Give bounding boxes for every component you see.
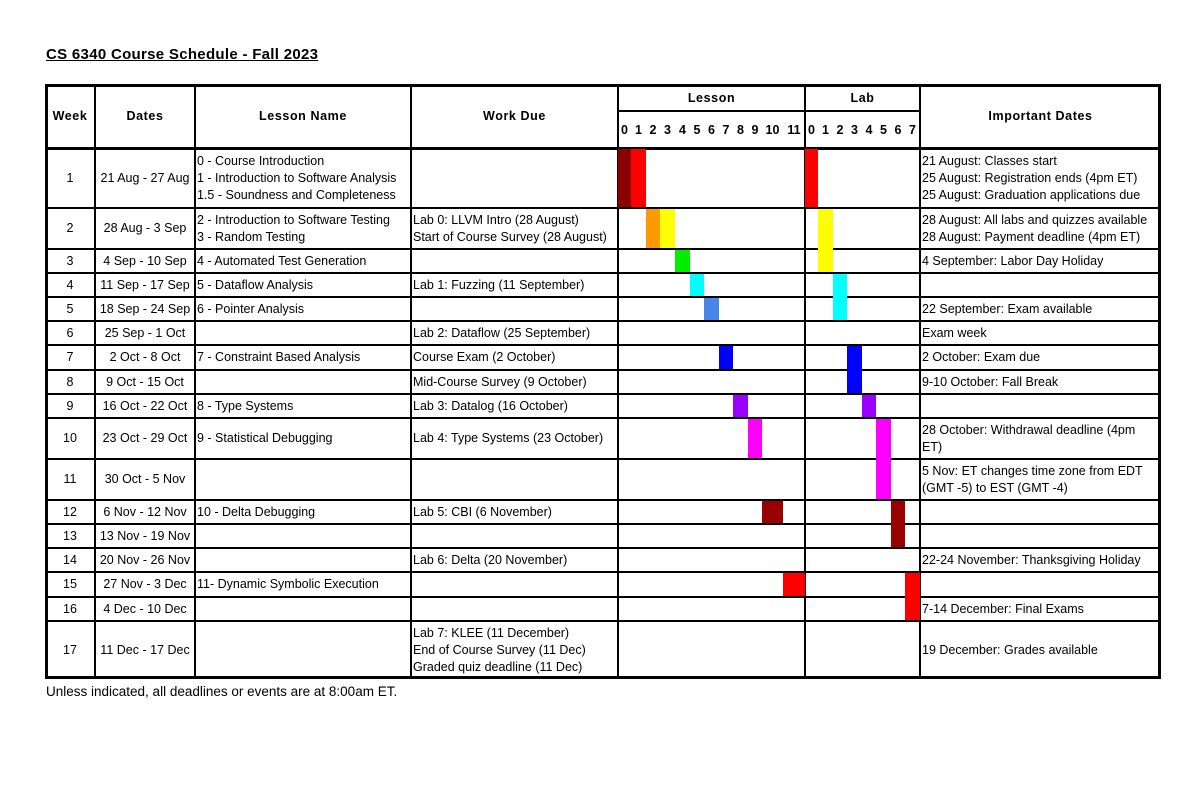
work-due-cell-line: Lab 1: Fuzzing (11 September) bbox=[413, 277, 585, 292]
work-due-cell bbox=[413, 273, 616, 297]
lesson-tick-label: 8 bbox=[737, 122, 744, 137]
week-number: 14 bbox=[63, 552, 77, 567]
lesson-bar-2 bbox=[646, 209, 660, 248]
week-dates: 16 Oct - 22 Oct bbox=[102, 398, 188, 413]
lab-bar-5 bbox=[876, 419, 891, 499]
lesson-tick-label: 2 bbox=[649, 122, 657, 137]
important-dates-cell bbox=[922, 321, 1159, 345]
week-dates: 30 Oct - 5 Nov bbox=[104, 472, 186, 486]
page-title: CS 6340 Course Schedule - Fall 2023 bbox=[46, 46, 319, 63]
lab-bar-0 bbox=[805, 149, 818, 207]
week-number: 10 bbox=[63, 431, 77, 445]
week-dates: 11 Sep - 17 Sep bbox=[100, 277, 190, 292]
lesson-name-cell-line: 4 - Automated Test Generation bbox=[197, 253, 367, 268]
lab-tick-label: 0 bbox=[808, 122, 815, 137]
header-dates: Dates bbox=[126, 109, 164, 123]
lesson-name-cell bbox=[197, 208, 409, 249]
lesson-name-cell bbox=[197, 148, 409, 208]
lesson-bar-6 bbox=[704, 298, 719, 320]
important-dates-cell bbox=[922, 572, 1159, 597]
lab-bar-1 bbox=[818, 209, 833, 272]
work-due-cell bbox=[413, 621, 616, 679]
week-number: 2 bbox=[66, 221, 74, 235]
lab-tick-label: 4 bbox=[865, 122, 873, 137]
lesson-name-cell bbox=[197, 273, 409, 297]
work-due-cell-line: Lab 5: CBI (6 November) bbox=[413, 504, 552, 519]
lesson-bar-5 bbox=[690, 274, 704, 296]
lesson-name-cell-line: 2 - Introduction to Software Testing bbox=[197, 212, 390, 227]
lesson-name-cell bbox=[197, 297, 409, 321]
lab-bar-3 bbox=[847, 346, 862, 393]
important-dates-cell bbox=[922, 418, 1159, 459]
lab-tick-label: 7 bbox=[909, 122, 916, 137]
work-due-cell-line: Lab 4: Type Systems (23 October) bbox=[413, 431, 604, 445]
work-due-cell bbox=[413, 370, 616, 394]
lesson-name-cell-line: 10 - Delta Debugging bbox=[197, 504, 316, 519]
important-dates-cell-line: (GMT -5) to EST (GMT -4) bbox=[922, 480, 1068, 495]
lesson-tick-label: 3 bbox=[664, 122, 671, 137]
work-due-cell bbox=[413, 572, 616, 597]
lab-bar-6 bbox=[891, 501, 905, 547]
lesson-bar-3 bbox=[660, 209, 675, 248]
week-number: 4 bbox=[66, 277, 74, 292]
lesson-name-cell-line: 6 - Pointer Analysis bbox=[197, 301, 304, 316]
lab-tick-label: 3 bbox=[851, 122, 858, 137]
work-due-cell-line: Graded quiz deadline (11 Dec) bbox=[413, 659, 583, 674]
week-number: 6 bbox=[66, 325, 74, 340]
work-due-cell-line: End of Course Survey (11 Dec) bbox=[413, 642, 586, 657]
work-due-cell-line: Lab 7: KLEE (11 December) bbox=[413, 625, 570, 640]
work-due-cell bbox=[413, 249, 616, 273]
important-dates-cell bbox=[922, 524, 1159, 548]
week-number: 8 bbox=[66, 374, 74, 389]
lab-bar-2 bbox=[833, 274, 847, 320]
lesson-name-cell bbox=[197, 572, 409, 597]
lesson-bar-11 bbox=[783, 573, 805, 596]
lesson-tick-label: 0 bbox=[621, 122, 628, 137]
week-number: 15 bbox=[63, 577, 77, 591]
important-dates-cell bbox=[922, 597, 1159, 621]
important-dates-cell bbox=[922, 208, 1159, 249]
week-number: 7 bbox=[66, 350, 74, 364]
important-dates-cell bbox=[922, 345, 1159, 370]
lesson-name-cell bbox=[197, 345, 409, 370]
lesson-bar-1 bbox=[631, 149, 646, 207]
week-number: 5 bbox=[66, 301, 74, 316]
work-due-cell-line: Lab 0: LLVM Intro (28 August) bbox=[413, 212, 579, 227]
week-dates: 23 Oct - 29 Oct bbox=[102, 431, 188, 445]
header-lesson-name: Lesson Name bbox=[259, 109, 347, 123]
important-dates-cell-line: 22 September: Exam available bbox=[922, 301, 1093, 316]
header-important-dates: Important Dates bbox=[988, 109, 1093, 123]
lab-bar-7 bbox=[905, 573, 920, 620]
lesson-tick-label: 11 bbox=[787, 122, 801, 137]
week-dates: 2 Oct - 8 Oct bbox=[109, 350, 181, 364]
important-dates-cell-line: 21 August: Classes start bbox=[922, 153, 1057, 168]
work-due-cell bbox=[413, 148, 616, 208]
week-dates: 9 Oct - 15 Oct bbox=[106, 374, 184, 389]
important-dates-cell-line: 22-24 November: Thanksgiving Holiday bbox=[922, 552, 1141, 567]
lesson-name-cell bbox=[197, 418, 409, 459]
header-week: Week bbox=[52, 109, 88, 123]
lesson-tick-label: 9 bbox=[751, 122, 759, 137]
week-number: 1 bbox=[66, 170, 74, 185]
lesson-name-cell bbox=[197, 394, 409, 418]
important-dates-cell-line: 19 December: Grades available bbox=[922, 642, 1098, 657]
week-number: 3 bbox=[66, 253, 74, 268]
work-due-cell-line: Lab 2: Dataflow (25 September) bbox=[413, 325, 591, 340]
important-dates-cell-line: 9-10 October: Fall Break bbox=[922, 374, 1059, 389]
important-dates-cell bbox=[922, 621, 1159, 679]
lesson-name-cell-line: 11- Dynamic Symbolic Execution bbox=[197, 577, 379, 591]
work-due-cell bbox=[413, 321, 616, 345]
lesson-name-cell bbox=[197, 500, 409, 524]
lesson-bar-7 bbox=[719, 346, 733, 369]
lesson-name-cell-line: 3 - Random Testing bbox=[197, 229, 306, 244]
work-due-cell bbox=[413, 548, 616, 572]
important-dates-cell bbox=[922, 148, 1159, 208]
lesson-name-cell-line: 9 - Statistical Debugging bbox=[197, 431, 333, 445]
lesson-name-cell-line: 0 - Course Introduction bbox=[197, 153, 325, 168]
schedule-table bbox=[45, 84, 1161, 679]
important-dates-cell-line: 4 September: Labor Day Holiday bbox=[922, 253, 1104, 268]
grid-line-v bbox=[410, 84, 412, 679]
important-dates-cell bbox=[922, 370, 1159, 394]
important-dates-cell bbox=[922, 249, 1159, 273]
lab-tick-label: 1 bbox=[822, 122, 829, 137]
week-number: 13 bbox=[63, 528, 77, 543]
important-dates-cell-line: 5 Nov: ET changes time zone from EDT bbox=[922, 463, 1143, 478]
lab-tick-label: 5 bbox=[880, 122, 887, 137]
important-dates-cell bbox=[922, 273, 1159, 297]
lesson-bar-8 bbox=[733, 395, 748, 417]
week-dates: 28 Aug - 3 Sep bbox=[103, 221, 187, 235]
lesson-tick-label: 6 bbox=[708, 122, 715, 137]
lesson-name-cell bbox=[197, 621, 409, 679]
lesson-tick-label: 5 bbox=[693, 122, 701, 137]
work-due-cell-line: Course Exam (2 October) bbox=[413, 350, 556, 364]
important-dates-cell bbox=[922, 297, 1159, 321]
lesson-name-cell bbox=[197, 249, 409, 273]
important-dates-cell bbox=[922, 394, 1159, 418]
week-number: 11 bbox=[63, 472, 77, 486]
lesson-name-cell bbox=[197, 524, 409, 548]
important-dates-cell-line: Exam week bbox=[922, 325, 987, 340]
lesson-tick-label: 4 bbox=[679, 122, 686, 137]
lesson-tick-label: 10 bbox=[765, 122, 780, 137]
lesson-bar-0 bbox=[618, 149, 631, 207]
header-work-due: Work Due bbox=[483, 109, 546, 123]
footnote: Unless indicated, all deadlines or events are at 8:00am ET. bbox=[46, 684, 398, 699]
lesson-name-cell-line: 1.5 - Soundness and Completeness bbox=[197, 187, 396, 202]
lesson-tick-label: 7 bbox=[722, 122, 730, 137]
lesson-tick-label: 1 bbox=[635, 122, 642, 137]
work-due-cell-line: Mid-Course Survey (9 October) bbox=[413, 374, 587, 389]
lesson-name-cell-line: 5 - Dataflow Analysis bbox=[197, 277, 314, 292]
week-number: 16 bbox=[63, 601, 77, 616]
week-dates: 6 Nov - 12 Nov bbox=[103, 504, 187, 519]
work-due-cell bbox=[413, 524, 616, 548]
important-dates-cell-line: 28 August: All labs and quizzes available bbox=[922, 212, 1148, 227]
lab-bar-4 bbox=[862, 395, 876, 417]
week-dates: 13 Nov - 19 Nov bbox=[99, 528, 191, 543]
lab-tick-label: 2 bbox=[836, 122, 844, 137]
header-lab: Lab bbox=[850, 90, 875, 105]
work-due-cell bbox=[413, 394, 616, 418]
week-dates: 21 Aug - 27 Aug bbox=[100, 170, 190, 185]
work-due-cell bbox=[413, 418, 616, 459]
week-dates: 11 Dec - 17 Dec bbox=[100, 642, 190, 657]
lesson-name-cell bbox=[197, 370, 409, 394]
important-dates-cell bbox=[922, 500, 1159, 524]
week-dates: 4 Sep - 10 Sep bbox=[103, 253, 187, 268]
work-due-cell-line: Start of Course Survey (28 August) bbox=[413, 229, 607, 244]
important-dates-cell-line: 25 August: Registration ends (4pm ET) bbox=[922, 170, 1138, 185]
important-dates-cell-line: ET) bbox=[922, 439, 943, 454]
week-number: 9 bbox=[66, 398, 74, 413]
work-due-cell-line: Lab 6: Delta (20 November) bbox=[413, 552, 568, 567]
lesson-name-cell bbox=[197, 597, 409, 621]
week-dates: 4 Dec - 10 Dec bbox=[103, 601, 187, 616]
lesson-name-cell bbox=[197, 459, 409, 500]
important-dates-cell bbox=[922, 459, 1159, 500]
week-dates: 27 Nov - 3 Dec bbox=[103, 577, 187, 591]
week-number: 12 bbox=[63, 504, 77, 519]
lesson-name-cell-line: 7 - Constraint Based Analysis bbox=[197, 350, 361, 364]
week-number: 17 bbox=[63, 642, 77, 657]
important-dates-cell-line: 25 August: Graduation applications due bbox=[922, 187, 1141, 202]
important-dates-cell-line: 7-14 December: Final Exams bbox=[922, 601, 1084, 616]
lab-tick-label: 6 bbox=[894, 122, 902, 137]
lesson-name-cell-line: 8 - Type Systems bbox=[197, 398, 294, 413]
header-lesson: Lesson bbox=[687, 90, 736, 105]
week-dates: 20 Nov - 26 Nov bbox=[99, 552, 191, 567]
work-due-cell bbox=[413, 208, 616, 249]
important-dates-cell-line: 28 August: Payment deadline (4pm ET) bbox=[922, 229, 1141, 244]
lesson-name-cell bbox=[197, 548, 409, 572]
work-due-cell bbox=[413, 459, 616, 500]
work-due-cell bbox=[413, 345, 616, 370]
important-dates-cell-line: 28 October: Withdrawal deadline (4pm bbox=[922, 422, 1136, 437]
lesson-name-cell-line: 1 - Introduction to Software Analysis bbox=[197, 170, 397, 185]
work-due-cell bbox=[413, 597, 616, 621]
lesson-name-cell bbox=[197, 321, 409, 345]
important-dates-cell-line: 2 October: Exam due bbox=[922, 350, 1041, 364]
lesson-bar-4 bbox=[675, 250, 690, 272]
work-due-cell bbox=[413, 297, 616, 321]
important-dates-cell bbox=[922, 548, 1159, 572]
week-dates: 18 Sep - 24 Sep bbox=[99, 301, 191, 316]
lesson-bar-9 bbox=[748, 419, 762, 458]
lesson-bar-10 bbox=[762, 501, 783, 523]
week-dates: 25 Sep - 1 Oct bbox=[104, 325, 186, 340]
work-due-cell bbox=[413, 500, 616, 524]
work-due-cell-line: Lab 3: Datalog (16 October) bbox=[413, 398, 568, 413]
